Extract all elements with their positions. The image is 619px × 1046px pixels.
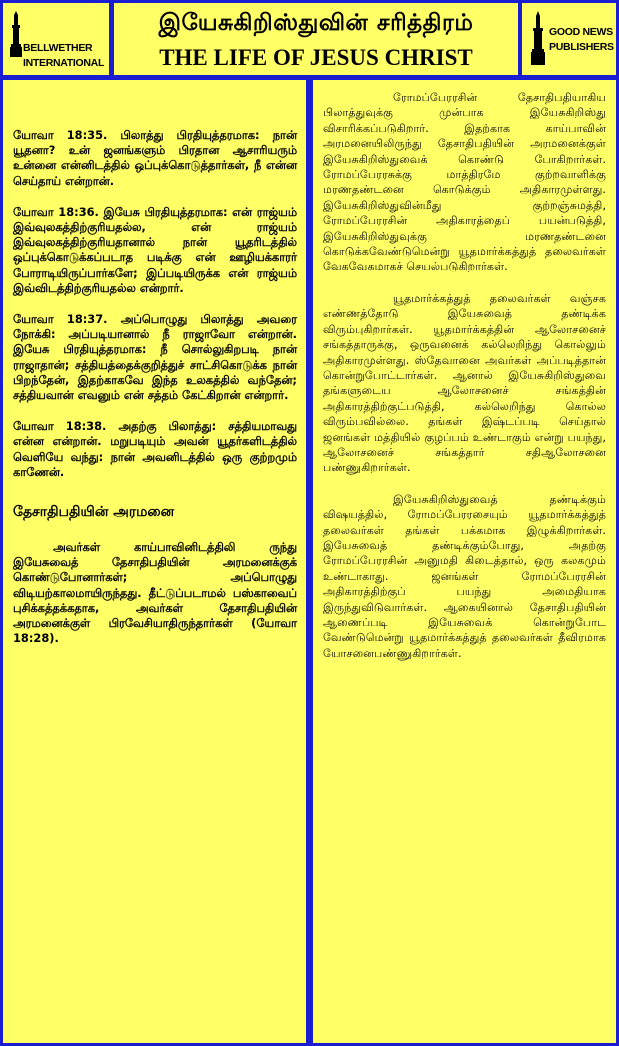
title-english: THE LIFE OF JESUS CHRIST [159,45,473,70]
good-news-logo-text: GOOD NEWS PUBLISHERS [549,26,614,53]
right-column [313,80,616,1043]
bellwether-logo-text: BELLWETHER INTERNATIONAL [23,42,105,69]
bellwether-logo [3,3,109,75]
closing-paragraph: அவர்கள் காய்பாவினிடத்திலி ருந்து இயேசுவைத் தேசாதிபதியின் அரமனைக்குக் கொண்டுபோனார்கள்; அப்பொழுது விடியற்காலமாயிருந்தது. தீட்டுப்படாமல் பஸ்காவைப் புசிக்கத்தக்கதாக, அவர்கள் தேசாதிபதியின் அரமனைக்குள் பிரவேசியாதிருந்தார்கள் (யோவா 18:28). [13,540,297,646]
verse-paragraph: யோவா 18:38. அதற்கு பிலாத்து: சத்தியமாவது என்ன என்றான். மறுபடியும் அவன் யூதர்களிடத்தில் வெளியே வந்து: நான் அவனிடத்தில் ஒரு குற்றமும் காணேன். [13,419,297,479]
verse-paragraph: யோவா 18:36. இயேசு பிரதியுத்தரமாக: என் ராஜ்யம் இவ்வுலகத்திற்குரியதல்ல, என் ராஜ்யம் இவ்வுலகத்திற்குரியதானால் நான் யூதரிடத்தில் ஒப்புக்கொடுக்கப்படாத படிக்கு என் ஊழியக்காரர் போராடியிருப்பார்களே; இப்படியிருக்க என் ராஜ்யம் இவ்விடத்திற்குரியதல்ல என்றார். [13,204,297,295]
section-heading: தேசாதிபதியின் அரமனை [13,504,175,521]
verse-paragraph: யோவா 18:37. அப்பொழுது பிலாத்து அவரை நோக்கி: அப்படியானால் நீ ராஜாவோ என்றான். இயேசு பிரதியுத்தரமாக: நீ சொல்லுகிறபடி நான் ராஜாதான்; சத்தியத்தைக்குறித்துச் சாட்சிகொடுக்க நான் பிறந்தேன், இதற்காகவே இந்த உலகத்தில் வந்தேன்; சத்தியவான் எவனும் என் சத்தம் கேட்கிறான் என்றார். [13,312,297,403]
good-news-tower-icon [530,11,546,67]
left-column [3,80,306,1043]
bellwether-tower-icon [9,11,23,59]
commentary-paragraph: யூதமார்க்கத்துத் தலைவர்கள் வஞ்சக எண்ணத்தோடு இயேசுவைத் தண்டிக்க விரும்புகிறார்கள். யூதமார்க்கத்தின் ஆலோசனைச் சங்கத்தாருக்கு, ஒருவனைக் கல்லெறிந்து கொல்லும் அதிகாரமுள்ளது. ஸ்தேவானை அவர்கள் அப்படித்தான் கொன்றுபோட்டார்கள். ஆனால் இயேசுகிறிஸ்துவை தங்களுடைய ஆலோசனைச் சங்கத்தின் அதிகாரத்திற்குட்படுத்தி, கல்லெறிந்து கொல்ல விரும்பவில்லை. தங்கள் இஷ்டப்படி செய்தால் ஜனங்கள் மத்தியில் குழப்பம் உண்டாகும் என்று பயந்து, ஆலோசனைச் சங்கத்தார் சதிஆலோசனை பண்ணுகிறார்கள். [323,291,606,475]
verse-paragraph: யோவா 18:35. பிலாத்து பிரதியுத்தரமாக: நான் யூதனா? உன் ஜனங்களும் பிரதான ஆசாரியரும் உன்னை என்னிடத்தில் ஒப்புக்கொடுத்தார்கள், நீ என்ன செய்தாய் என்றான். [13,128,297,188]
title-tamil: இயேசுகிறிஸ்துவின் சரித்திரம் [158,10,474,36]
commentary-paragraph: ரோமப்பேரரசின் தேசாதிபதியாகிய பிலாத்துவுக்கு முன்பாக இயேசுகிறிஸ்து விசாரிக்கப்படுகிறார். இதற்காக காய்பாவின் அரமனையிலிருந்து தேசாதிபதியின் அரமனைக்குள் இயேசுகிறிஸ்துவைக் கொண்டு போகிறார்கள். ரோமப்பேரரசுக்கு மாத்திரமே குற்றவாளிக்கு மரணதண்டனை கொடுக்கும் அதிகாரமுள்ளது. இயேசுகிறிஸ்துவின்மீது குற்றஞ்சுமத்தி, ரோமப்பேரரசின் அதிகாரத்தைப் பயன்படுத்தி, இயேசுகிறிஸ்துவுக்கு மரணதண்டனை கொடுக்கவேண்டுமென்று யூதமார்க்கத்துத் தலைவர்கள் வேகவேகமாகச் செயல்படுகிறார்கள். [323,91,606,274]
good-news-logo [522,3,616,75]
page-header [114,3,518,75]
commentary-paragraph: இயேசுகிறிஸ்துவைத் தண்டிக்கும் விஷயத்தில், ரோமப்பேரரசையும் யூதமார்க்கத்துத் தலைவர்கள் தங்கள் பக்கமாக இழுக்கிறார்கள். இயேசுவைத் தண்டிக்கும்போது, அதற்கு ரோமப்பேரரசின் அனுமதி கிடைத்தால், ஒரு கலகமும் உண்டாகாது. ஜனங்கள் ரோமப்பேரரசின் அதிகாரத்திற்குப் பயந்து அமைதியாக இருந்துவிடுவார்கள். ஆகையினால் தேசாதிபதியின் ஆணைப்படி இயேசுவைக் கொன்றுபோட வேண்டுமென்று யூதமார்க்கத்துத் தலைவர்கள் தீவிரமாக யோசனைபண்ணுகிறார்கள். [323,492,606,660]
